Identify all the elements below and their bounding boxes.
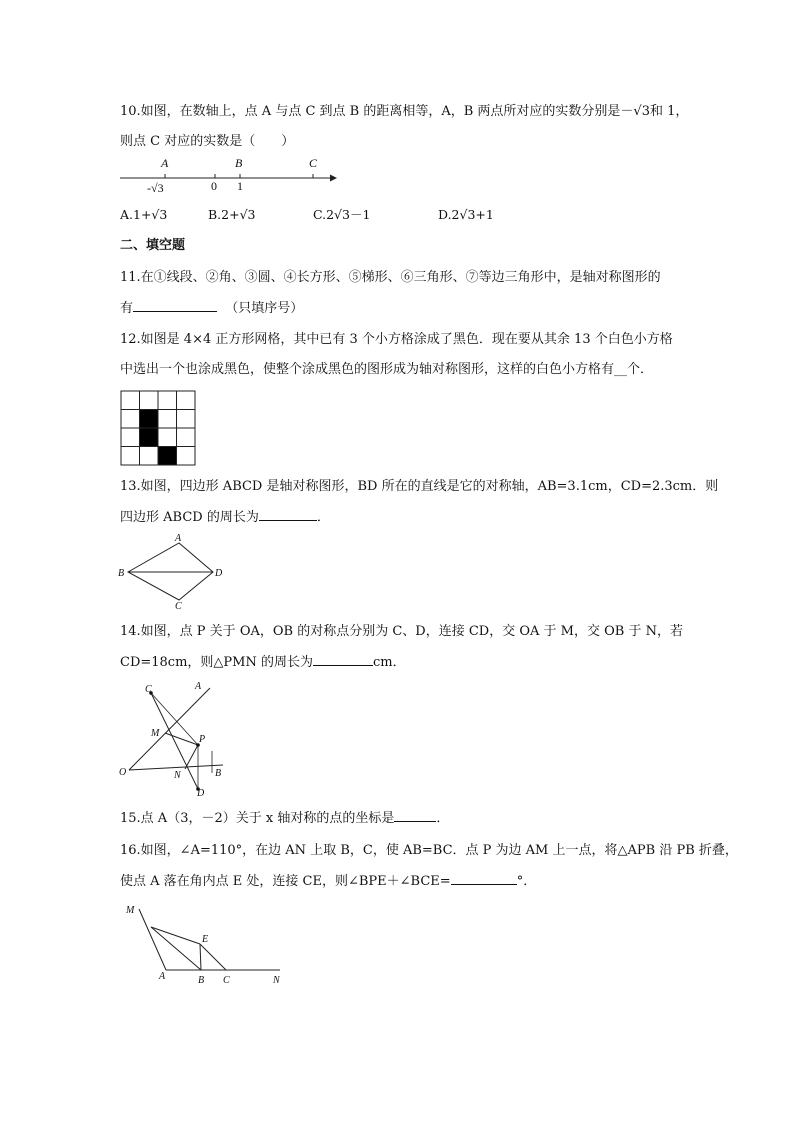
q11-line2 xyxy=(120,299,303,318)
label-c: C xyxy=(309,156,318,170)
label-e: E xyxy=(202,934,209,945)
q11-answer-blank[interactable] xyxy=(133,299,217,312)
grid-cell xyxy=(177,447,196,466)
label-zero: 0 xyxy=(211,179,217,193)
q15-prefix: 15.点 A（3，－2）关于 x 轴对称的点的坐标是 xyxy=(120,811,395,826)
q14-figure xyxy=(115,678,230,798)
label-n: N xyxy=(273,975,280,986)
label-c: C xyxy=(223,975,230,986)
q11-suffix: （只填序号） xyxy=(225,301,304,316)
section-title: 二、填空题 xyxy=(120,238,186,253)
q10-line1: 10.如图，在数轴上，点 A 与点 C 到点 B 的距离相等，A，B 两点所对应的实数分别是－√3和 1， xyxy=(120,104,689,119)
grid-cell xyxy=(121,391,140,410)
grid-cell xyxy=(121,428,140,447)
label-neg-root3: -√3 xyxy=(147,181,164,195)
q14-line2 xyxy=(120,653,406,672)
q13-suffix: ． xyxy=(316,510,330,525)
grid-cell xyxy=(140,447,159,466)
q16-prefix: 使点 A 落在角内点 E 处，连接 CE，则∠BPE＋∠BCE= xyxy=(120,874,451,889)
q15-answer-blank[interactable] xyxy=(394,809,436,822)
q14-suffix: cm． xyxy=(372,655,406,670)
q10-choice-a[interactable]: A.1+√3 xyxy=(120,207,168,222)
q11-line1: 11.在①线段、②角、③圆、④长方形、⑤梯形、⑥三角形、⑦等边三角形中，是轴对称图形的 xyxy=(120,270,661,285)
q13-quadrilateral xyxy=(115,532,235,612)
q13-answer-blank[interactable] xyxy=(259,508,317,521)
label-m: M xyxy=(151,728,160,739)
label-c: C xyxy=(145,684,152,695)
label-b: B xyxy=(118,568,125,579)
q10-line2: 则点 C 对应的实数是（ ） xyxy=(120,134,295,149)
q12-grid xyxy=(120,390,196,466)
label-b: B xyxy=(198,975,205,986)
q15-suffix: ． xyxy=(436,811,450,826)
q13-line2 xyxy=(120,508,330,527)
q13-prefix: 四边形 ABCD 的周长为 xyxy=(120,510,259,525)
label-d: D xyxy=(215,568,223,579)
grid-cell xyxy=(158,391,177,410)
label-a: A xyxy=(195,681,202,692)
q13-line1: 13.如图，四边形 ABCD 是轴对称图形，BD 所在的直线是它的对称轴，AB=3.1cm，CD=2.3cm．则 xyxy=(120,479,719,494)
label-one: 1 xyxy=(237,179,243,193)
label-n: N xyxy=(174,770,181,781)
q14-line1: 14.如图，点 P 关于 OA，OB 的对称点分别为 C、D，连接 CD，交 OA 于 M，交 OB 于 N，若 xyxy=(120,624,683,639)
q16-answer-blank[interactable] xyxy=(451,872,517,885)
label-p: P xyxy=(199,734,206,745)
grid-cell xyxy=(158,410,177,429)
grid-cell xyxy=(158,447,177,466)
label-a: A xyxy=(159,971,166,982)
grid-cell xyxy=(177,428,196,447)
q11-prefix: 有 xyxy=(120,301,134,316)
grid-cell xyxy=(121,410,140,429)
q15-line xyxy=(120,809,449,828)
grid-cell xyxy=(177,410,196,429)
label-b: B xyxy=(215,768,222,779)
q16-line2 xyxy=(120,872,536,891)
grid-cell xyxy=(121,447,140,466)
q10-choice-d[interactable]: D.2√3+1 xyxy=(438,207,494,222)
q12-line2: 中选出一个也涂成黑色，使整个涂成黑色的图形成为轴对称图形，这样的白色小方格有__个． xyxy=(120,362,654,377)
q16-suffix: °． xyxy=(516,874,537,889)
q16-line1: 16.如图，∠A=110°，在边 AN 上取 B，C，使 AB=BC．点 P 为边 AM 上一点，将△APB 沿 PB 折叠， xyxy=(120,843,738,858)
q10-choice-c[interactable]: C.2√3－1 xyxy=(313,207,371,222)
label-d: D xyxy=(197,788,205,798)
q14-answer-blank[interactable] xyxy=(313,653,373,666)
label-m: M xyxy=(126,905,135,916)
label-b: B xyxy=(235,156,243,170)
label-a: A xyxy=(175,533,182,544)
label-o: O xyxy=(119,767,127,778)
q16-figure xyxy=(115,898,290,990)
grid-cell xyxy=(158,428,177,447)
q14-prefix: CD=18cm，则△PMN 的周长为 xyxy=(120,655,313,670)
grid-cell xyxy=(177,391,196,410)
q10-number-line xyxy=(115,152,345,198)
label-c: C xyxy=(175,601,182,612)
grid-cell xyxy=(140,391,159,410)
label-a: A xyxy=(161,156,169,170)
q10-choice-b[interactable]: B.2+√3 xyxy=(208,207,256,222)
q12-line1: 12.如图是 4×4 正方形网格，其中已有 3 个小方格涂成了黑色．现在要从其余 13 个白色小方格 xyxy=(120,332,673,347)
grid-cell xyxy=(140,428,159,447)
grid-cell xyxy=(140,410,159,429)
